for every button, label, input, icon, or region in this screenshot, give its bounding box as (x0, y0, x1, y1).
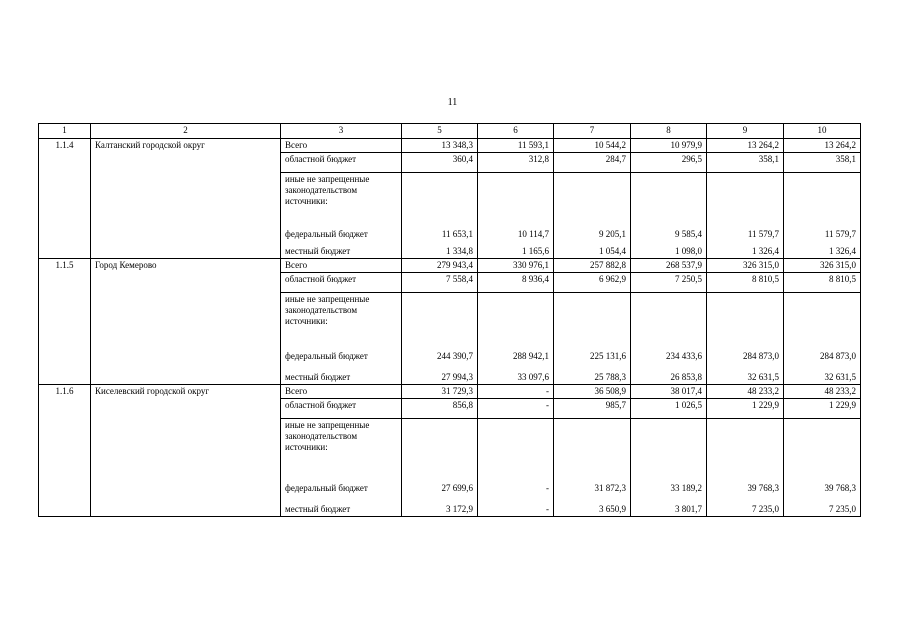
amount-cell: 10 544,2 (554, 139, 631, 153)
amount-cell: 31 729,3 (402, 385, 478, 399)
table-row (39, 259, 861, 273)
funding-source-label: местный бюджет (281, 363, 402, 385)
funding-source-label: местный бюджет (281, 495, 402, 517)
amount-cell: 10 979,9 (631, 139, 707, 153)
amount-cell (784, 293, 861, 349)
amount-cell: 48 233,2 (707, 385, 784, 399)
amount-cell (784, 173, 861, 223)
amount-cell: 7 235,0 (707, 495, 784, 517)
amount-cell: 8 936,4 (478, 273, 554, 293)
amount-cell (554, 419, 631, 475)
amount-cell: 7 235,0 (784, 495, 861, 517)
amount-cell: 1 326,4 (784, 241, 861, 259)
amount-cell: 330 976,1 (478, 259, 554, 273)
amount-cell: 279 943,4 (402, 259, 478, 273)
amount-cell: 33 189,2 (631, 475, 707, 495)
amount-cell: - (478, 385, 554, 399)
funding-source-label: иные не запрещенные законодательством источники: (281, 173, 402, 223)
municipality-name: Киселевский городской округ (91, 385, 281, 517)
amount-cell: 985,7 (554, 399, 631, 419)
amount-cell: 13 264,2 (707, 139, 784, 153)
amount-cell: - (478, 399, 554, 419)
item-number: 1.1.5 (39, 259, 91, 385)
header-cell: 3 (281, 124, 402, 139)
header-cell: 1 (39, 124, 91, 139)
table-body (39, 124, 861, 517)
amount-cell (478, 419, 554, 475)
header-row (39, 124, 861, 139)
funding-source-label: иные не запрещенные законодательством источники: (281, 419, 402, 475)
amount-cell: 31 872,3 (554, 475, 631, 495)
funding-source-label: областной бюджет (281, 399, 402, 419)
amount-cell: 312,8 (478, 153, 554, 173)
amount-cell (554, 173, 631, 223)
amount-cell: 10 114,7 (478, 223, 554, 241)
amount-cell: 358,1 (707, 153, 784, 173)
amount-cell: 33 097,6 (478, 363, 554, 385)
item-number: 1.1.6 (39, 385, 91, 517)
amount-cell: 27 699,6 (402, 475, 478, 495)
header-cell: 8 (631, 124, 707, 139)
amount-cell: 284 873,0 (784, 349, 861, 363)
amount-cell: 1 165,6 (478, 241, 554, 259)
amount-cell: 288 942,1 (478, 349, 554, 363)
amount-cell: 11 653,1 (402, 223, 478, 241)
header-cell: 2 (91, 124, 281, 139)
funding-source-label: Всего (281, 259, 402, 273)
amount-cell: 1 054,4 (554, 241, 631, 259)
amount-cell: 3 650,9 (554, 495, 631, 517)
amount-cell (707, 293, 784, 349)
amount-cell (402, 173, 478, 223)
amount-cell: 25 788,3 (554, 363, 631, 385)
municipality-name: Калтанский городской округ (91, 139, 281, 259)
amount-cell (478, 293, 554, 349)
amount-cell: 268 537,9 (631, 259, 707, 273)
amount-cell: 284 873,0 (707, 349, 784, 363)
amount-cell: 1 334,8 (402, 241, 478, 259)
header-cell: 10 (784, 124, 861, 139)
funding-source-label: федеральный бюджет (281, 475, 402, 495)
funding-source-label: федеральный бюджет (281, 223, 402, 241)
amount-cell: 6 962,9 (554, 273, 631, 293)
amount-cell: 1 229,9 (707, 399, 784, 419)
municipality-name: Город Кемерово (91, 259, 281, 385)
amount-cell (402, 419, 478, 475)
amount-cell: 8 810,5 (784, 273, 861, 293)
amount-cell: 9 205,1 (554, 223, 631, 241)
amount-cell: 36 508,9 (554, 385, 631, 399)
amount-cell: 39 768,3 (707, 475, 784, 495)
amount-cell (784, 419, 861, 475)
page-number: 11 (447, 97, 458, 108)
amount-cell: 32 631,5 (707, 363, 784, 385)
amount-cell: 13 264,2 (784, 139, 861, 153)
amount-cell: 7 558,4 (402, 273, 478, 293)
table-row (39, 385, 861, 399)
amount-cell (631, 173, 707, 223)
funding-source-label: Всего (281, 139, 402, 153)
budget-table (38, 123, 861, 517)
funding-source-label: Всего (281, 385, 402, 399)
amount-cell: 326 315,0 (784, 259, 861, 273)
amount-cell: 296,5 (631, 153, 707, 173)
item-number: 1.1.4 (39, 139, 91, 259)
amount-cell: - (478, 475, 554, 495)
funding-source-label: федеральный бюджет (281, 349, 402, 363)
amount-cell: 3 172,9 (402, 495, 478, 517)
amount-cell (554, 293, 631, 349)
amount-cell: 32 631,5 (784, 363, 861, 385)
amount-cell: 360,4 (402, 153, 478, 173)
amount-cell: 48 233,2 (784, 385, 861, 399)
amount-cell (478, 173, 554, 223)
amount-cell: 257 882,8 (554, 259, 631, 273)
amount-cell (631, 419, 707, 475)
amount-cell: 11 579,7 (784, 223, 861, 241)
header-cell: 5 (402, 124, 478, 139)
amount-cell: 225 131,6 (554, 349, 631, 363)
header-cell: 6 (478, 124, 554, 139)
amount-cell: 39 768,3 (784, 475, 861, 495)
amount-cell: 358,1 (784, 153, 861, 173)
amount-cell: 856,8 (402, 399, 478, 419)
amount-cell: 284,7 (554, 153, 631, 173)
amount-cell: 326 315,0 (707, 259, 784, 273)
amount-cell: 1 098,0 (631, 241, 707, 259)
amount-cell: 11 593,1 (478, 139, 554, 153)
funding-source-label: иные не запрещенные законодательством источники: (281, 293, 402, 349)
amount-cell: 1 229,9 (784, 399, 861, 419)
amount-cell (707, 173, 784, 223)
amount-cell: 8 810,5 (707, 273, 784, 293)
amount-cell: 13 348,3 (402, 139, 478, 153)
amount-cell: - (478, 495, 554, 517)
amount-cell: 7 250,5 (631, 273, 707, 293)
header-cell: 9 (707, 124, 784, 139)
amount-cell: 9 585,4 (631, 223, 707, 241)
amount-cell: 234 433,6 (631, 349, 707, 363)
amount-cell: 244 390,7 (402, 349, 478, 363)
header-cell: 7 (554, 124, 631, 139)
amount-cell: 11 579,7 (707, 223, 784, 241)
funding-source-label: местный бюджет (281, 241, 402, 259)
table-row (39, 139, 861, 153)
funding-source-label: областной бюджет (281, 273, 402, 293)
amount-cell (631, 293, 707, 349)
amount-cell: 1 326,4 (707, 241, 784, 259)
funding-source-label: областной бюджет (281, 153, 402, 173)
amount-cell: 26 853,8 (631, 363, 707, 385)
amount-cell: 27 994,3 (402, 363, 478, 385)
amount-cell: 38 017,4 (631, 385, 707, 399)
amount-cell: 3 801,7 (631, 495, 707, 517)
amount-cell: 1 026,5 (631, 399, 707, 419)
amount-cell (402, 293, 478, 349)
amount-cell (707, 419, 784, 475)
